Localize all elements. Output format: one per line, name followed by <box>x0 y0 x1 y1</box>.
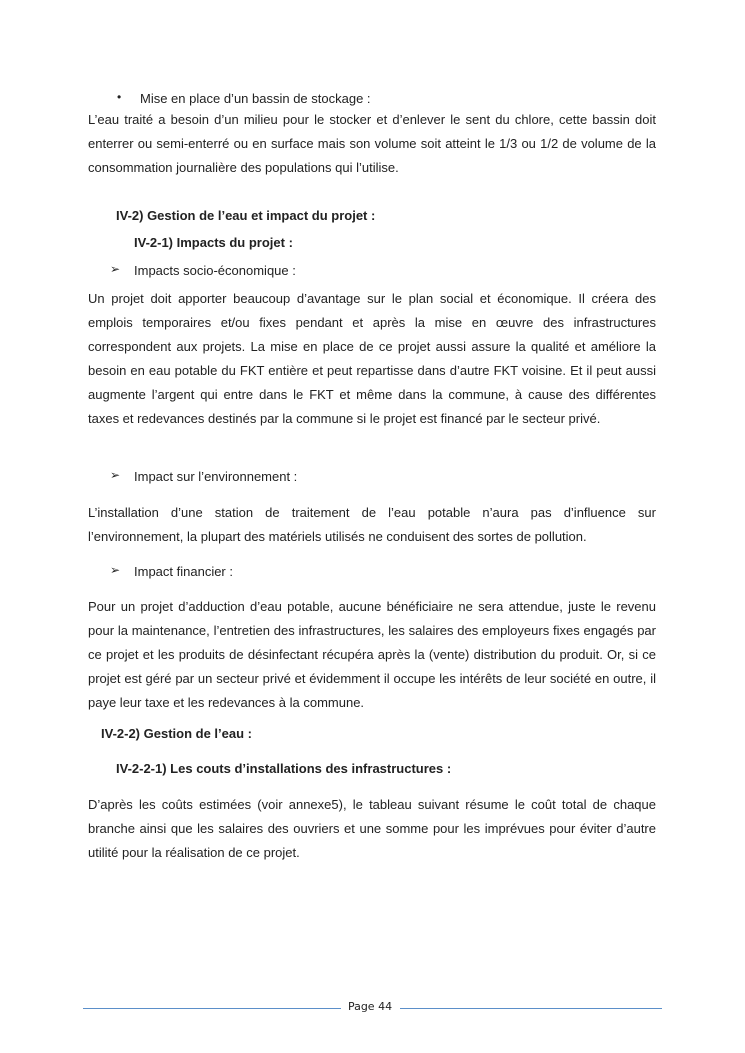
page-number: Page 44 <box>347 1000 393 1013</box>
arrow-bullet-icon: ➢ <box>110 468 121 482</box>
footer-rule-left <box>83 1008 341 1009</box>
footer-rule-right <box>400 1008 662 1009</box>
heading-iv-2-2-1: IV-2-2-1) Les couts d’installations des infrastructures : <box>116 761 452 776</box>
paragraph-installation-costs: D’après les coûts estimées (voir annexe5), le tableau suivant résume le coût total de chaque branche ainsi que les salaires des ouvriers et une somme pour les imprévues pour éviter d’autre utilité pour la réalisation de ce projet. <box>88 797 656 860</box>
heading-iv-2-1: IV-2-1) Impacts du projet : <box>134 235 293 250</box>
heading-iv-2: IV-2) Gestion de l’eau et impact du projet : <box>116 208 376 223</box>
bullet-item-storage-basin: Mise en place d’un bassin de stockage : <box>140 91 371 106</box>
bullet-socio-economic: Impacts socio-économique : <box>134 263 296 278</box>
arrow-bullet-icon: ➢ <box>110 262 121 276</box>
paragraph-storage-basin: L’eau traité a besoin d’un milieu pour le stocker et d’enlever le sent du chlore, cette bassin doit enterrer ou semi-enterré ou en surface mais son volume soit atteint le 1/3 ou 1/2 de volume de la consommation journalière des populations qui l’utilise. <box>88 112 656 175</box>
paragraph-environment: L’installation d’une station de traitement de l’eau potable n’aura pas d’influence sur l’environnement, la plupart des matériels utilisés ne conduisent des sortes de pollution. <box>88 505 656 544</box>
heading-iv-2-2: IV-2-2) Gestion de l’eau : <box>101 726 252 741</box>
arrow-bullet-icon: ➢ <box>110 563 121 577</box>
bullet-financial: Impact financier : <box>134 564 233 579</box>
bullet-dot-icon: • <box>117 90 122 104</box>
paragraph-financial: Pour un projet d’adduction d’eau potable, aucune bénéficiaire ne sera attendue, juste le revenu pour la maintenance, l’entretien des infrastructures, les salaires des employeurs fixes engagés par ce projet et les produits de désinfectant récupéra après la (vente) distribution du produit. Or, si ce projet est géré par un secteur privé et évidemment il occupe les intérêts de leur société en outre, il paye leur taxe et les redevances à la commune. <box>88 599 656 710</box>
paragraph-socio-economic: Un projet doit apporter beaucoup d’avantage sur le plan social et économique. Il créera des emplois temporaires et/ou fixes pendant et après la mise en œuvre des infrastructures correspondent aux projets. La mise en place de ce projet aussi assure la qualité et améliore la besoin en eau potable du FKT entière et peut repartisse dans d’autre FKT voisine. Et il peut aussi augmente l’argent qui entre dans le FKT et même dans la commune, à cause des différentes taxes et redevances destinés par la commune si le projet est financé par le secteur privé. <box>88 291 656 426</box>
bullet-environment: Impact sur l’environnement : <box>134 469 298 484</box>
